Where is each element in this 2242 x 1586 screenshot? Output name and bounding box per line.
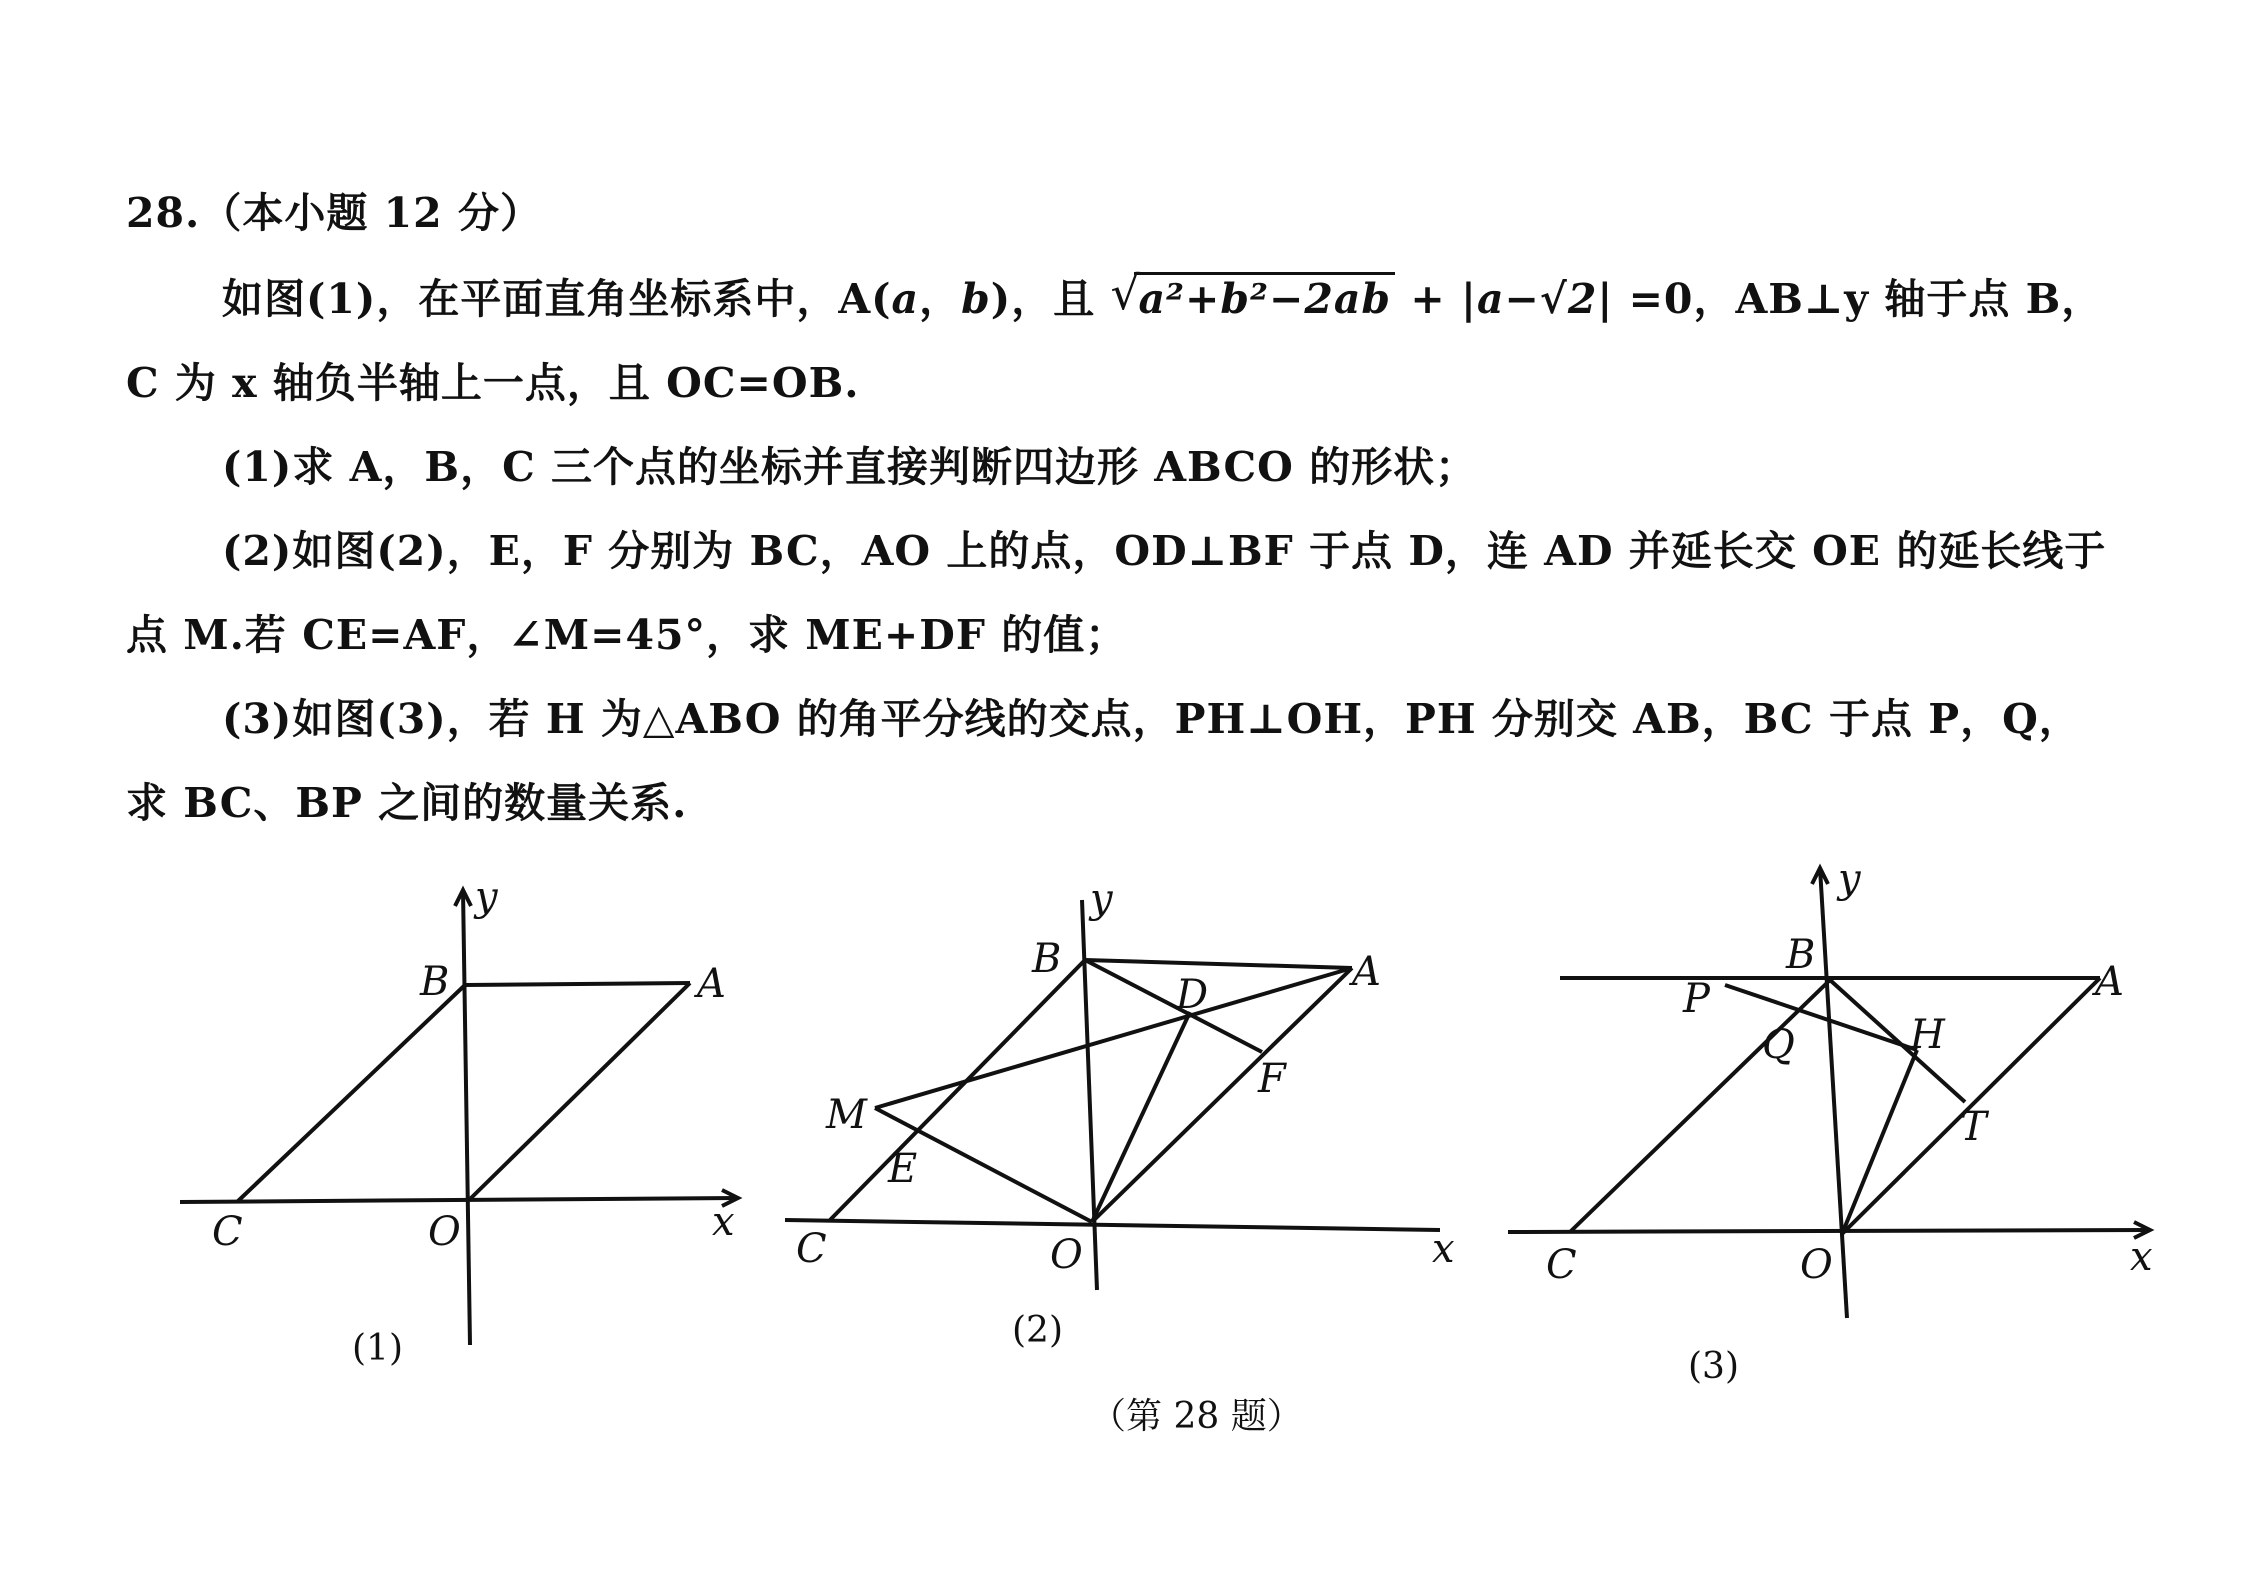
fig3-caption: (3) [1688, 1346, 1739, 1387]
fig3-label-p: P [1683, 976, 1710, 1022]
fig2-label-m: M [826, 1092, 867, 1138]
intro-text-3: =0，AB⊥y 轴于点 B， [1628, 275, 2104, 323]
fig1-label-b: B [420, 959, 450, 1005]
question-3-part-b: 求 BC、BP 之间的数量关系. [126, 779, 688, 827]
fig1-segment-ao [467, 983, 690, 1202]
fig3-label-a: A [2095, 959, 2124, 1005]
question-1: (1)求 A，B，C 三个点的坐标并直接判断四边形 ABCO 的形状； [222, 443, 1478, 491]
intro-comma: ， [919, 275, 962, 323]
fig2-label-f: F [1258, 1056, 1286, 1102]
figure-2 [785, 876, 1455, 1351]
intro-var-a: a [891, 275, 920, 323]
question-2-part-a: (2)如图(2)，E，F 分别为 BC，AO 上的点，OD⊥BF 于点 D，连 AD 并延长交 OE 的延长线于 [222, 527, 2107, 575]
fig2-label-b: B [1032, 936, 1062, 982]
abs-close: | [1597, 275, 1614, 323]
fig1-label-x: x [712, 1199, 735, 1245]
fig1-segment-ba [465, 983, 690, 985]
fig3-label-b: B [1786, 932, 1816, 978]
intro-var-b: b [961, 275, 991, 323]
plus-sign: + [1410, 275, 1446, 323]
fig3-label-c: C [1546, 1242, 1577, 1288]
fig2-label-o: O [1050, 1232, 1083, 1278]
problem-number: 28. [126, 189, 201, 237]
fig1-label-a: A [697, 961, 726, 1007]
fig1-y-axis [463, 890, 470, 1345]
fig3-label-h: H [1910, 1012, 1945, 1058]
question-3-part-a: (3)如图(3)，若 H 为△ABO 的角平分线的交点，PH⊥OH，PH 分别交 AB，BC 于点 P，Q， [222, 695, 2081, 743]
fig3-label-y: y [1838, 856, 1861, 902]
fig2-label-x: x [1432, 1226, 1455, 1272]
problem-line-2: C 为 x 轴负半轴上一点，且 OC=OB. [126, 359, 860, 407]
fig3-label-o: O [1800, 1242, 1833, 1288]
abs-content: a−√2 [1476, 275, 1598, 323]
fig2-x-axis [785, 1220, 1440, 1230]
fig1-x-axis [180, 1198, 738, 1202]
fig2-segment-ba [1085, 960, 1352, 968]
fig1-label-c: C [212, 1209, 243, 1255]
fig2-label-e: E [888, 1146, 918, 1192]
figure-3 [1508, 856, 2153, 1387]
fig3-label-x: x [2130, 1234, 2153, 1280]
intro-text-1: 如图(1)，在平面直角坐标系中，A( [222, 275, 892, 323]
radicand: a²+b²−2ab [1134, 272, 1395, 323]
fig2-label-y: y [1090, 876, 1113, 922]
fig2-caption: (2) [1012, 1310, 1063, 1351]
fig3-x-axis [1508, 1230, 2150, 1232]
fig1-caption: (1) [352, 1328, 403, 1369]
fig1-segment-cb [237, 985, 465, 1202]
fig3-segment-ho [1842, 1050, 1917, 1234]
intro-text-2: )，且 [990, 275, 1096, 323]
fig1-label-o: O [428, 1209, 461, 1255]
fig2-label-a: A [1352, 949, 1381, 995]
fig2-label-d: D [1176, 972, 1209, 1018]
figure-1 [180, 874, 738, 1369]
fig1-label-y: y [475, 874, 498, 920]
fig3-segment-ph [1725, 985, 1917, 1050]
fig3-label-q: Q [1762, 1022, 1795, 1068]
abs-open: | [1461, 275, 1477, 323]
fig2-label-c: C [796, 1226, 827, 1272]
figure-main-caption: （第 28 题） [1090, 1396, 1303, 1437]
fig2-segment-cb [830, 960, 1085, 1220]
fig2-segment-do [1092, 1012, 1190, 1222]
question-2-part-b: 点 M.若 CE=AF，∠M=45°，求 ME+DF 的值； [126, 611, 1128, 659]
fig3-label-t: T [1960, 1104, 1987, 1150]
problem-score: （本小题 12 分） [200, 189, 542, 237]
